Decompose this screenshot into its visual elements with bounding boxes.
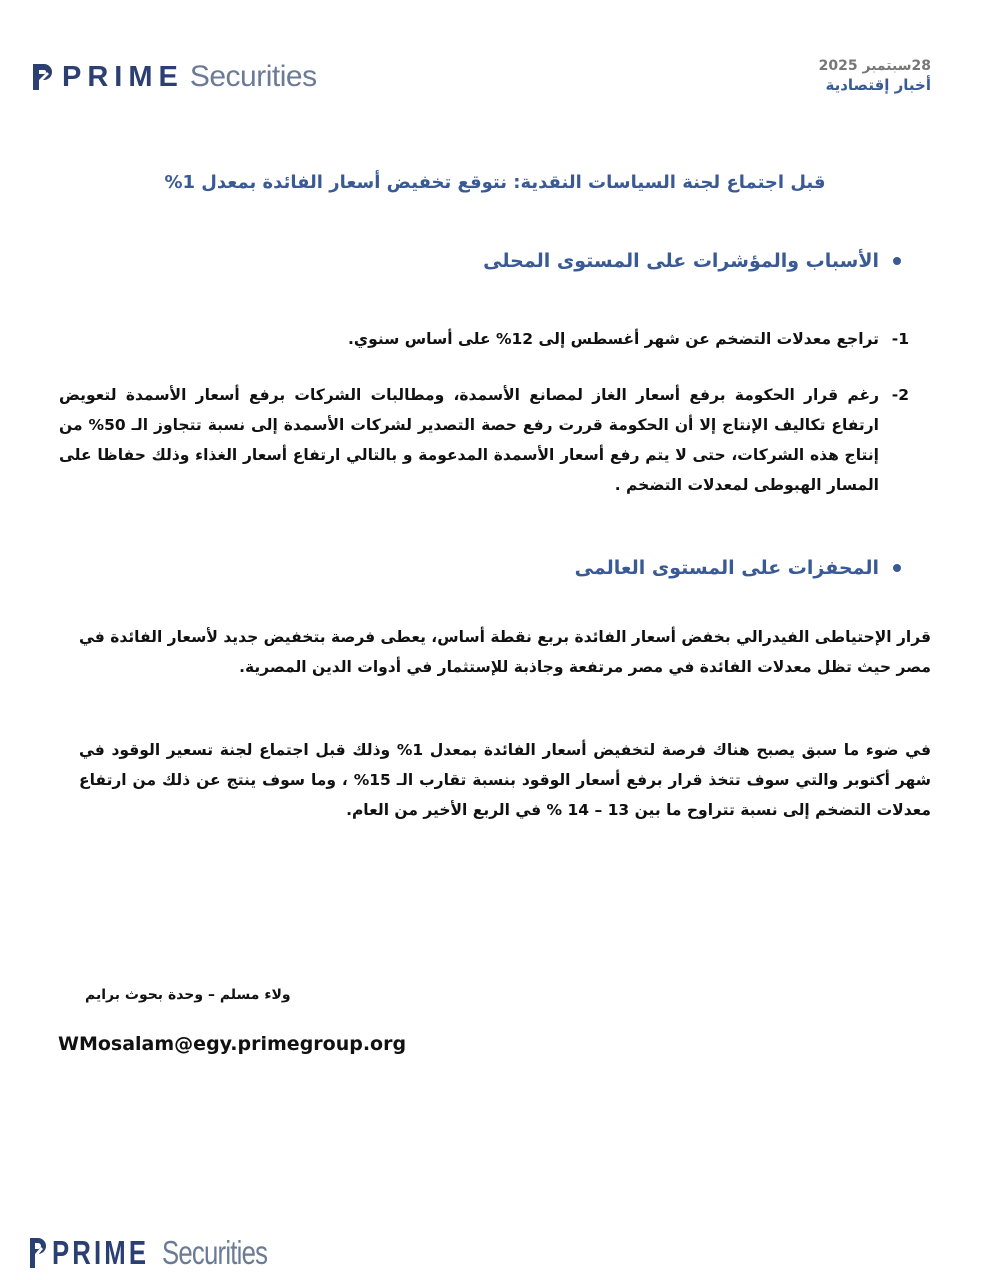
paragraph-conclusion: في ضوء ما سبق يصبح هناك فرصة لتخفيض أسعار الفائدة بمعدل 1% وذلك قبل اجتماع لجنة تسعير الوقود في شهر أكتوبر والتي سوف تتخذ قرار برفع أسعار الوقود بنسبة تقارب الـ 15% ، وما سوف ينتج عن ذلك من ارتفاع معدلات التضخم إلى نسبة تتراوح ما بين 13 – 14 % في الربع الأخير من العام. xyxy=(79,741,931,819)
logo-prime-text: PRIME xyxy=(62,60,184,93)
publish-date: 28سبتمبر 2025 xyxy=(818,58,931,74)
list-item xyxy=(59,324,909,354)
prime-logo-mark-icon xyxy=(30,62,54,92)
news-category: أخبار إقتصادية xyxy=(825,76,931,94)
list-item-number: -2 xyxy=(891,386,909,404)
bullet-icon xyxy=(893,257,901,265)
section-heading-global xyxy=(575,557,901,579)
prime-logo-mark-icon xyxy=(28,1235,46,1271)
prime-securities-logo xyxy=(30,60,317,94)
logo-securities-text: Securities xyxy=(162,1234,268,1271)
prime-securities-footer-logo xyxy=(28,1234,297,1272)
paragraph-fed-decision: قرار الإحتياطى الفيدرالي بخفض أسعار الفائدة بربع نقطة أساس، يعطى فرصة بتخفيض جديد لأسعار الفائدة في مصر حيث تظل معدلات الفائدة في مصر مرتفعة وجاذبة للإستثمار في أدوات الدين المصرية. xyxy=(79,628,931,676)
date-block xyxy=(819,58,931,94)
section-heading-local xyxy=(483,250,901,272)
list-item xyxy=(59,380,909,500)
list-item-text: تراجع معدلات التضخم عن شهر أغسطس إلى 12% على أساس سنوي. xyxy=(348,330,879,348)
author-email[interactable]: WMosalam@egy.primegroup.org xyxy=(58,1033,407,1055)
author-signature: ولاء مسلم – وحدة بحوث برايم xyxy=(85,987,291,1003)
article-title: قبل اجتماع لجنة السياسات النقدية: نتوقع تخفيض أسعار الفائدة بمعدل 1% xyxy=(164,172,826,193)
logo-securities-text: Securities xyxy=(189,60,317,93)
list-item-text: رغم قرار الحكومة برفع أسعار الغاز لمصانع الأسمدة، ومطالبات الشركات برفع أسعار الأسمدة لتعويض ارتفاع تكاليف الإنتاج إلا أن الحكومة قررت رفع حصة التصدير لشركات الأسمدة إلى نسبة تتجاوز الـ 50% من إنتاج هذه الشركات، حتى لا يتم رفع أسعار الأسمدة المدعومة و بالتالي ارتفاع أسعار الغذاء وذلك حفاظا على المسار الهبوطى لمعدلات التضخم . xyxy=(59,386,879,494)
section-heading-local-text: الأسباب والمؤشرات على المستوى المحلى xyxy=(483,250,879,272)
bullet-icon xyxy=(893,564,901,572)
section-heading-global-text: المحفزات على المستوى العالمى xyxy=(574,557,879,579)
list-item-number: -1 xyxy=(891,330,909,348)
logo-prime-text: PRIME xyxy=(52,1234,150,1271)
